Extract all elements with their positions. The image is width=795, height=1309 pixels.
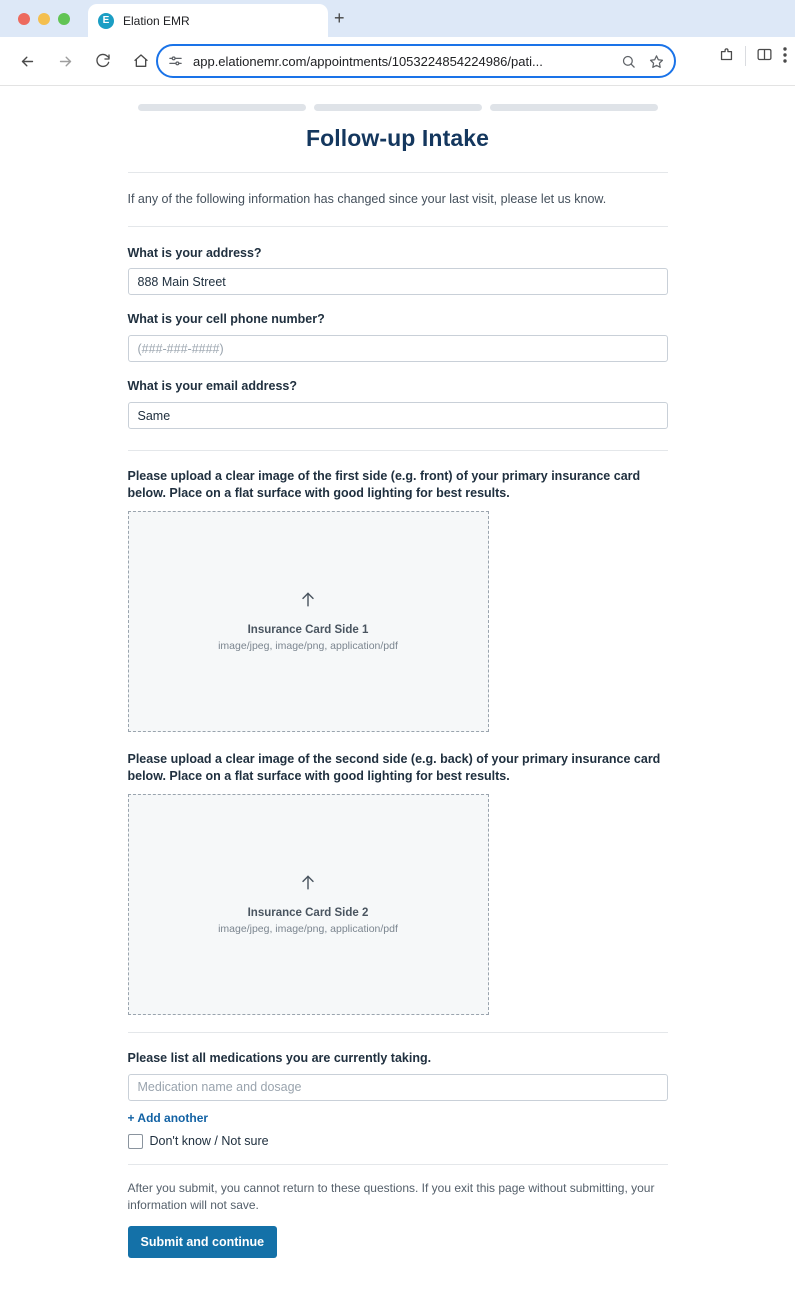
tab-title: Elation EMR — [123, 13, 190, 28]
medications-label: Please list all medications you are currently taking. — [127, 1050, 432, 1065]
insurance-back-dropzone[interactable] — [128, 794, 489, 1015]
submit-and-continue-button[interactable]: Submit and continue — [128, 1226, 278, 1258]
address-label: What is your address? — [127, 245, 262, 260]
insurance-front-group — [128, 468, 668, 732]
address-field-group — [128, 245, 668, 296]
medications-group — [128, 1050, 668, 1149]
page-title: Follow-up Intake — [305, 125, 490, 151]
star-icon[interactable] — [649, 54, 664, 69]
reload-icon[interactable] — [88, 46, 118, 76]
window-controls — [18, 13, 70, 25]
toolbar-divider — [745, 46, 746, 66]
upload-icon — [298, 590, 318, 615]
progress-segment — [314, 104, 482, 111]
favicon-icon: E — [98, 13, 114, 29]
home-icon[interactable] — [126, 46, 156, 76]
progress-segment — [490, 104, 658, 111]
insurance-back-dropzone-types: image/jpeg, image/png, application/pdf — [218, 923, 398, 936]
minimize-window-button[interactable] — [38, 13, 50, 25]
insurance-back-group — [128, 751, 668, 1015]
site-settings-icon[interactable] — [168, 54, 183, 69]
reading-list-icon[interactable] — [756, 46, 773, 66]
spacer — [128, 1015, 668, 1032]
cell-phone-label: What is your cell phone number? — [127, 312, 325, 327]
upload-icon — [298, 873, 318, 898]
toolbar-right-icons — [718, 46, 787, 66]
email-label: What is your email address? — [127, 379, 297, 394]
browser-toolbar — [0, 37, 795, 86]
new-tab-button[interactable]: + — [334, 8, 345, 28]
progress-segment — [138, 104, 306, 111]
browser-tab-strip — [0, 0, 795, 37]
form-intro-text: If any of the following information has changed since your last visit, please let us know. — [127, 192, 607, 206]
divider — [128, 1032, 668, 1033]
extensions-icon[interactable] — [718, 46, 735, 66]
spacer — [128, 1149, 668, 1164]
add-another-medication-button[interactable]: + Add another — [127, 1110, 209, 1125]
email-input[interactable]: Same — [128, 402, 668, 429]
browser-menu-icon[interactable] — [783, 47, 787, 66]
url-text: app.elationemr.com/appointments/1053224854224986/pati... — [193, 53, 543, 69]
cell-phone-field-group — [128, 311, 668, 362]
insurance-back-dropzone-title: Insurance Card Side 2 — [247, 907, 369, 920]
back-arrow-icon[interactable] — [12, 46, 42, 76]
close-window-button[interactable] — [18, 13, 30, 25]
address-bar[interactable] — [156, 44, 676, 78]
browser-tab[interactable] — [88, 4, 328, 37]
divider — [128, 450, 668, 451]
insurance-front-dropzone-types: image/jpeg, image/png, application/pdf — [218, 640, 398, 653]
divider — [128, 226, 668, 227]
address-input[interactable]: 888 Main Street — [128, 268, 668, 295]
insurance-back-label: Please upload a clear image of the second side (e.g. back) of your primary insurance card below. Place on a flat surface with good lighting for best results. — [127, 751, 661, 783]
spacer — [128, 429, 668, 450]
email-field-group — [128, 378, 668, 429]
submit-warning-text: After you submit, you cannot return to these questions. If you exit this page without submitting, your information will not save. — [127, 1180, 655, 1212]
maximize-window-button[interactable] — [58, 13, 70, 25]
not-sure-checkbox[interactable] — [128, 1134, 143, 1149]
intake-form — [128, 86, 668, 1258]
page-content — [0, 86, 795, 1309]
not-sure-checkbox-row[interactable] — [128, 1134, 668, 1149]
cell-phone-input[interactable]: (###-###-####) — [128, 335, 668, 362]
insurance-front-dropzone-title: Insurance Card Side 1 — [247, 624, 369, 637]
insurance-front-label: Please upload a clear image of the first side (e.g. front) of your primary insurance card below. Place on a flat surface with good lighting for best results. — [127, 469, 641, 500]
medication-input[interactable]: Medication name and dosage — [128, 1074, 668, 1101]
search-zoom-icon[interactable] — [621, 54, 636, 69]
progress-indicator — [138, 104, 658, 111]
forward-arrow-icon[interactable] — [50, 46, 80, 76]
insurance-front-dropzone[interactable] — [128, 511, 489, 732]
not-sure-label: Don't know / Not sure — [149, 1134, 269, 1148]
